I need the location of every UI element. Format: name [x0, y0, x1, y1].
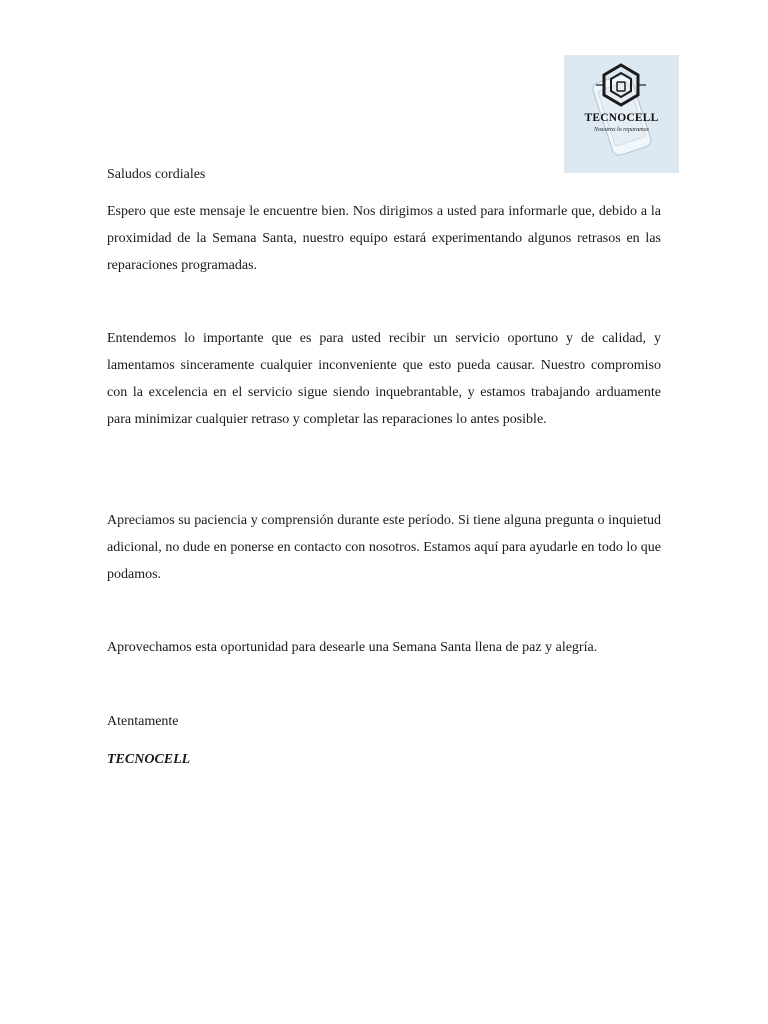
letter-greeting: Saludos cordiales [107, 167, 206, 182]
letter-closing: Atentamente [107, 714, 179, 729]
letter-paragraph: Aprovechamos esta oportunidad para desearle una Semana Santa llena de paz y alegría. [107, 640, 598, 655]
letter-paragraph: Apreciamos su paciencia y comprensión durante este período. Si tiene alguna pregunta o inquietud adicional, no dude en ponerse en contacto con nosotros. Estamos aquí para ayudarle en todo lo que podamos. [107, 513, 661, 582]
logo-brand-name: TECNOCELL [584, 112, 659, 124]
company-logo [564, 55, 679, 173]
letter-signature: TECNOCELL [107, 752, 191, 767]
letter-paragraph: Entendemos lo importante que es para usted recibir un servicio oportuno y de calidad, y lamentamos sinceramente cualquier inconveniente que esto pueda causar. Nuestro compromiso con la excelencia en el servicio sigue siendo inquebrantable, y estamos trabajando arduamente para minimizar cualquier retraso y completar las reparaciones lo antes posible. [107, 331, 661, 427]
logo-tagline: Nosotros lo reparamos [594, 127, 649, 133]
letter-paragraph: Espero que este mensaje le encuentre bien. Nos dirigimos a usted para informarle que, debido a la proximidad de la Semana Santa, nuestro equipo estará experimentando algunos retrasos en las reparaciones programadas. [107, 204, 661, 273]
